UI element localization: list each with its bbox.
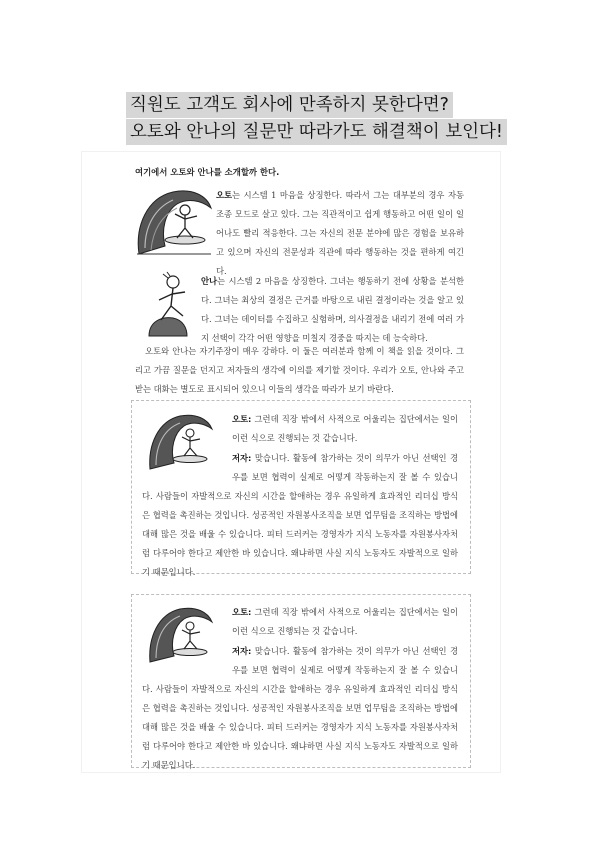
dialogue-1-author-line: 저자: 맞습니다. 활동에 참가하는 것이 의무가 아닌 선택인 경우를 보면 협력이 실제로 어떻게 작동하는지 잘 볼 수 있습니다. 사람들이 자발적으로 자신의 시간을 할애하는 경우 유일하게 효과적인 리더십 방식은 협력을 촉진하는 것입니다. 성공적인 자원봉사조직을 보면 업무팀을 조직하는 방법에 대해 많은 것을 배울 수 있습니다. 피터 드러커는 경영자가 지식 노동자를 자원봉사자처럼 다루어야 한다고 제안한 바 있습니다. 왜냐하면 사실 지식 노동자도 자발적으로 일하기 때문입니다. [142,453,458,577]
headline [126,92,503,146]
dialogue-1-otto-line: 오토: 그런데 직장 밖에서 사적으로 어울리는 집단에서는 일이 이런 식으로 진행되는 것 같습니다. [232,414,458,443]
headline-line-2: 오토와 안나의 질문만 따라가도 해결책이 보인다! [126,119,507,145]
dialogue-2-author-line: 저자: 맞습니다. 활동에 참가하는 것이 의무가 아닌 선택인 경우를 보면 협력이 실제로 어떻게 작동하는지 잘 볼 수 있습니다. 사람들이 자발적으로 자신의 시간을 할애하는 경우 유일하게 효과적인 리더십 방식은 협력을 촉진하는 것입니다. 성공적인 자원봉사조직을 보면 업무팀을 조직하는 방법에 대해 많은 것을 배울 수 있습니다. 피터 드러커는 경영자가 지식 노동자를 자원봉사자처럼 다루어야 한다고 제안한 바 있습니다. 왜냐하면 사실 지식 노동자도 자발적으로 일하기 때문입니다. [142,646,458,770]
headline-line-1: 직원도 고객도 회사에 만족하지 못한다면? [126,92,453,118]
otto-surfer-illustration [135,186,213,258]
otto-description: 오토는 시스템 1 마음을 상징한다. 따라서 그는 대부분의 경우 자동조종 모드로 살고 있다. 그는 직관적이고 쉽게 행동하고 어떤 일이 일어나도 빨리 적응한다. 그는 자신의 전문 분야에 많은 경험을 보유하고 있으며 자신의 전문성과 직관에 따라 행동하는 것을 편하게 여긴다. [216,190,464,276]
dialogue-1-author-label: 저자: [232,453,252,463]
intro-title: 여기에서 오토와 안나를 소개할까 한다. [135,167,280,177]
anna-stick-figure-illustration [143,272,199,338]
dialogue-2-otto-label: 오토: [232,607,252,617]
anna-name: 안나 [201,276,218,286]
dialogue-2-author-label: 저자: [232,646,252,656]
dialogue-2-otto-line: 오토: 그런데 직장 밖에서 사적으로 어울리는 집단에서는 일이 이런 식으로 진행되는 것 같습니다. [232,607,458,636]
intro-closing-paragraph: 오토와 안나는 자기주장이 매우 강하다. 이 둘은 여러분과 함께 이 책을 읽을 것이다. 그리고 가끔 질문을 던지고 저자들의 생각에 이의를 제기할 것이다. 우리가 오토, 안나와 주고받는 대화는 별도로 표시되어 있으니 이들의 생각을 따라가 보기 바란다. [135,346,464,394]
dialogue-1-otto-label: 오토: [232,414,252,424]
anna-description: 안나는 시스템 2 마음을 상징한다. 그녀는 행동하기 전에 상황을 분석한다. 그녀는 최상의 결정은 근거를 바탕으로 내린 결정이라는 것을 알고 있다. 그녀는 데이터를 수집하고 실험하며, 의사결정을 내리기 전에 여러 가지 선택이 각각 어떤 영향을 미칠지 경중을 따지는 데 능숙하다. [201,276,464,343]
otto-name: 오토 [216,190,233,200]
